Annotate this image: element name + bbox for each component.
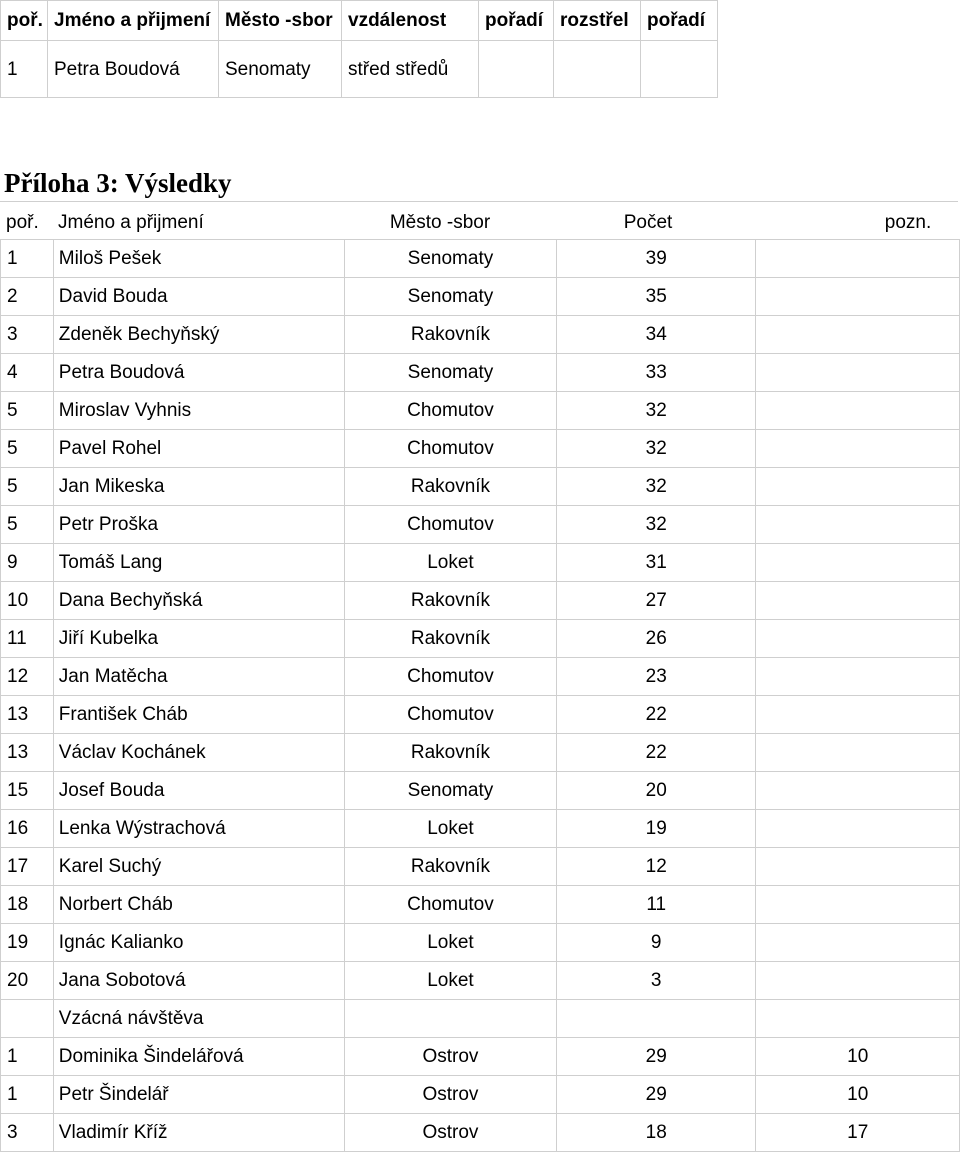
table-row	[1, 316, 960, 354]
note-cell	[756, 810, 960, 848]
rank-cell: 2	[1, 278, 54, 316]
count-cell: 27	[556, 582, 756, 620]
count-cell: 18	[556, 1114, 756, 1152]
header-cell: pořadí	[641, 1, 718, 41]
note-cell	[756, 962, 960, 1000]
city-cell: Ostrov	[344, 1114, 556, 1152]
city-cell	[344, 1000, 556, 1038]
name-cell: Jana Sobotová	[53, 962, 344, 1000]
note-cell	[756, 278, 960, 316]
name-cell: Zdeněk Bechyňský	[53, 316, 344, 354]
count-cell: 20	[556, 772, 756, 810]
results-table	[0, 239, 960, 1152]
name-cell: David Bouda	[53, 278, 344, 316]
rank-cell: 1	[1, 1076, 54, 1114]
city-cell: Senomaty	[344, 240, 556, 278]
table-row	[1, 1038, 960, 1076]
name-cell: Petr Šindelář	[53, 1076, 344, 1114]
name-cell: Vzácná návštěva	[53, 1000, 344, 1038]
city-cell: Loket	[344, 924, 556, 962]
rank-cell: 1	[1, 240, 54, 278]
table-row	[1, 506, 960, 544]
table-row	[1, 848, 960, 886]
name-cell: Vladimír Kříž	[53, 1114, 344, 1152]
name-cell: Lenka Wýstrachová	[53, 810, 344, 848]
count-cell: 3	[556, 962, 756, 1000]
table-cell: střed středů	[342, 41, 479, 98]
top-table-header-row	[1, 1, 718, 41]
table-row	[1, 430, 960, 468]
note-cell	[756, 506, 960, 544]
city-cell: Rakovník	[344, 468, 556, 506]
rank-cell: 13	[1, 696, 54, 734]
count-cell: 35	[556, 278, 756, 316]
header-count: Počet	[623, 212, 673, 233]
name-cell: Karel Suchý	[53, 848, 344, 886]
count-cell: 22	[556, 734, 756, 772]
count-cell: 11	[556, 886, 756, 924]
rank-cell: 20	[1, 962, 54, 1000]
city-cell: Rakovník	[344, 734, 556, 772]
rank-cell: 3	[1, 1114, 54, 1152]
count-cell: 33	[556, 354, 756, 392]
city-cell: Senomaty	[344, 772, 556, 810]
table-row	[1, 278, 960, 316]
table-cell: 1	[1, 41, 48, 98]
rank-cell: 18	[1, 886, 54, 924]
count-cell: 32	[556, 392, 756, 430]
header-cell: Jméno a přijmení	[48, 1, 219, 41]
table-row	[1, 240, 960, 278]
table-row	[1, 886, 960, 924]
rank-cell: 5	[1, 430, 54, 468]
header-cell: poř.	[1, 1, 48, 41]
rank-cell: 1	[1, 1038, 54, 1076]
rank-cell: 5	[1, 392, 54, 430]
header-note: pozn.	[884, 212, 932, 233]
table-row	[1, 1000, 960, 1038]
name-cell: Miloš Pešek	[53, 240, 344, 278]
city-cell: Chomutov	[344, 886, 556, 924]
header-city: Město -sbor	[389, 212, 491, 233]
results-header-row	[0, 201, 958, 240]
table-cell: Senomaty	[219, 41, 342, 98]
count-cell: 19	[556, 810, 756, 848]
city-cell: Rakovník	[344, 620, 556, 658]
table-row	[1, 734, 960, 772]
city-cell: Rakovník	[344, 316, 556, 354]
note-cell	[756, 582, 960, 620]
name-cell: Miroslav Vyhnis	[53, 392, 344, 430]
table-row	[1, 620, 960, 658]
rank-cell	[1, 1000, 54, 1038]
table-row	[1, 582, 960, 620]
header-cell: Město -sbor	[219, 1, 342, 41]
rank-cell: 5	[1, 506, 54, 544]
table-row	[1, 354, 960, 392]
header-rank: poř.	[6, 212, 39, 233]
note-cell	[756, 392, 960, 430]
header-cell: pořadí	[479, 1, 554, 41]
name-cell: František Cháb	[53, 696, 344, 734]
table-row	[1, 1076, 960, 1114]
city-cell: Chomutov	[344, 430, 556, 468]
header-name: Jméno a přijmení	[58, 212, 204, 233]
note-cell	[756, 924, 960, 962]
note-cell	[756, 886, 960, 924]
note-cell	[756, 316, 960, 354]
city-cell: Chomutov	[344, 392, 556, 430]
name-cell: Jiří Kubelka	[53, 620, 344, 658]
header-cell: vzdálenost	[342, 1, 479, 41]
rank-cell: 17	[1, 848, 54, 886]
table-cell	[479, 41, 554, 98]
rank-cell: 10	[1, 582, 54, 620]
note-cell	[756, 354, 960, 392]
name-cell: Petr Proška	[53, 506, 344, 544]
city-cell: Ostrov	[344, 1038, 556, 1076]
rank-cell: 13	[1, 734, 54, 772]
count-cell: 31	[556, 544, 756, 582]
note-cell	[756, 1000, 960, 1038]
count-cell: 29	[556, 1038, 756, 1076]
rank-cell: 9	[1, 544, 54, 582]
rank-cell: 4	[1, 354, 54, 392]
table-row	[1, 468, 960, 506]
count-cell: 23	[556, 658, 756, 696]
rank-cell: 3	[1, 316, 54, 354]
count-cell: 32	[556, 506, 756, 544]
note-cell	[756, 240, 960, 278]
section-heading: Příloha 3: Výsledky	[4, 168, 232, 198]
count-cell: 29	[556, 1076, 756, 1114]
name-cell: Tomáš Lang	[53, 544, 344, 582]
city-cell: Chomutov	[344, 506, 556, 544]
name-cell: Pavel Rohel	[53, 430, 344, 468]
note-cell	[756, 468, 960, 506]
count-cell: 32	[556, 468, 756, 506]
table-cell	[641, 41, 718, 98]
city-cell: Loket	[344, 810, 556, 848]
name-cell: Josef Bouda	[53, 772, 344, 810]
table-row	[1, 810, 960, 848]
table-row	[1, 924, 960, 962]
note-cell	[756, 658, 960, 696]
table-row	[1, 962, 960, 1000]
top-results-table	[0, 0, 718, 98]
count-cell: 26	[556, 620, 756, 658]
note-cell	[756, 544, 960, 582]
count-cell: 39	[556, 240, 756, 278]
note-cell	[756, 430, 960, 468]
count-cell: 32	[556, 430, 756, 468]
count-cell: 34	[556, 316, 756, 354]
top-table-row	[1, 41, 718, 98]
count-cell: 12	[556, 848, 756, 886]
name-cell: Dominika Šindelářová	[53, 1038, 344, 1076]
count-cell	[556, 1000, 756, 1038]
name-cell: Jan Mikeska	[53, 468, 344, 506]
table-cell: Petra Boudová	[48, 41, 219, 98]
rank-cell: 5	[1, 468, 54, 506]
note-cell	[756, 734, 960, 772]
city-cell: Senomaty	[344, 354, 556, 392]
header-cell: rozstřel	[554, 1, 641, 41]
rank-cell: 19	[1, 924, 54, 962]
name-cell: Ignác Kalianko	[53, 924, 344, 962]
table-cell	[554, 41, 641, 98]
note-cell	[756, 620, 960, 658]
city-cell: Chomutov	[344, 658, 556, 696]
name-cell: Norbert Cháb	[53, 886, 344, 924]
name-cell: Václav Kochánek	[53, 734, 344, 772]
city-cell: Senomaty	[344, 278, 556, 316]
table-row	[1, 696, 960, 734]
city-cell: Chomutov	[344, 696, 556, 734]
rank-cell: 12	[1, 658, 54, 696]
count-cell: 22	[556, 696, 756, 734]
name-cell: Dana Bechyňská	[53, 582, 344, 620]
note-cell: 17	[756, 1114, 960, 1152]
rank-cell: 16	[1, 810, 54, 848]
city-cell: Loket	[344, 544, 556, 582]
table-row	[1, 392, 960, 430]
city-cell: Rakovník	[344, 582, 556, 620]
count-cell: 9	[556, 924, 756, 962]
rank-cell: 11	[1, 620, 54, 658]
table-row	[1, 544, 960, 582]
note-cell: 10	[756, 1076, 960, 1114]
note-cell	[756, 696, 960, 734]
table-row	[1, 658, 960, 696]
note-cell	[756, 848, 960, 886]
table-row	[1, 772, 960, 810]
city-cell: Ostrov	[344, 1076, 556, 1114]
note-cell	[756, 772, 960, 810]
note-cell: 10	[756, 1038, 960, 1076]
city-cell: Loket	[344, 962, 556, 1000]
city-cell: Rakovník	[344, 848, 556, 886]
table-row	[1, 1114, 960, 1152]
name-cell: Petra Boudová	[53, 354, 344, 392]
rank-cell: 15	[1, 772, 54, 810]
name-cell: Jan Matěcha	[53, 658, 344, 696]
